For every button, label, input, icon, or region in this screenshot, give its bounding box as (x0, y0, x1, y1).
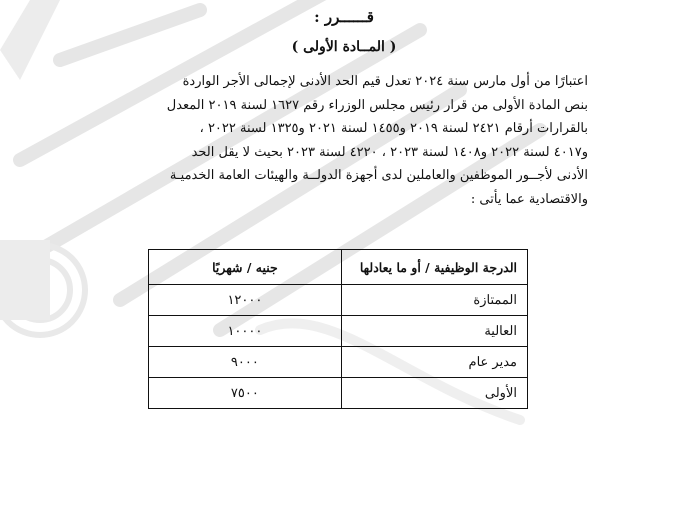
grade-cell: العالية (341, 316, 527, 347)
grade-cell: مدير عام (341, 347, 527, 378)
paragraph-line: و٤٠١٧ لسنة ٢٠٢٢ و١٤٠٨ لسنة ٢٠٢٣ ، ٤٢٢٠ لسنة ٢٠٢٣ بحيث لا يقل الحد (191, 144, 588, 160)
grade-cell: الأولى (341, 378, 527, 409)
grade-cell: الممتازة (341, 285, 527, 316)
column-header-grade: الدرجة الوظيفية / أو ما يعادلها (341, 250, 527, 285)
table-header-row (149, 250, 528, 285)
paragraph-line: والاقتصادية عما يأتى : (470, 191, 588, 207)
decree-heading: قــــــرر : (314, 8, 374, 26)
paragraph-line: بنص المادة الأولى من قرار رئيس مجلس الوزراء رقم ١٦٢٧ لسنة ٢٠١٩ المعدل (166, 97, 588, 113)
column-header-amount: جنيه / شهريًا (149, 250, 342, 285)
article-paragraph (100, 70, 588, 211)
table-row (149, 285, 528, 316)
article-heading: ( المــادة الأولى ) (291, 39, 397, 55)
table-row (149, 347, 528, 378)
table-row (149, 316, 528, 347)
paragraph-line: بالقرارات أرقام ٢٤٢١ لسنة ٢٠١٩ و١٤٥٥ لسنة ٢٠٢١ و١٣٢٥ لسنة ٢٠٢٢ ، (199, 121, 588, 136)
paragraph-line: اعتبارًا من أول مارس سنة ٢٠٢٤ تعدل قيم الحد الأدنى لإجمالى الأجر الواردة (182, 74, 588, 89)
amount-cell: ١٠٠٠٠ (149, 316, 342, 347)
table-row (149, 378, 528, 409)
amount-cell: ٩٠٠٠ (149, 347, 342, 378)
paragraph-line: الأدنى لأجــور الموظفين والعاملين لدى أجهزة الدولــة والهيئات العامة الخدميـة (169, 168, 588, 183)
amount-cell: ٧٥٠٠ (149, 378, 342, 409)
amount-cell: ١٢٠٠٠ (149, 285, 342, 316)
minimum-wage-table (148, 249, 528, 409)
